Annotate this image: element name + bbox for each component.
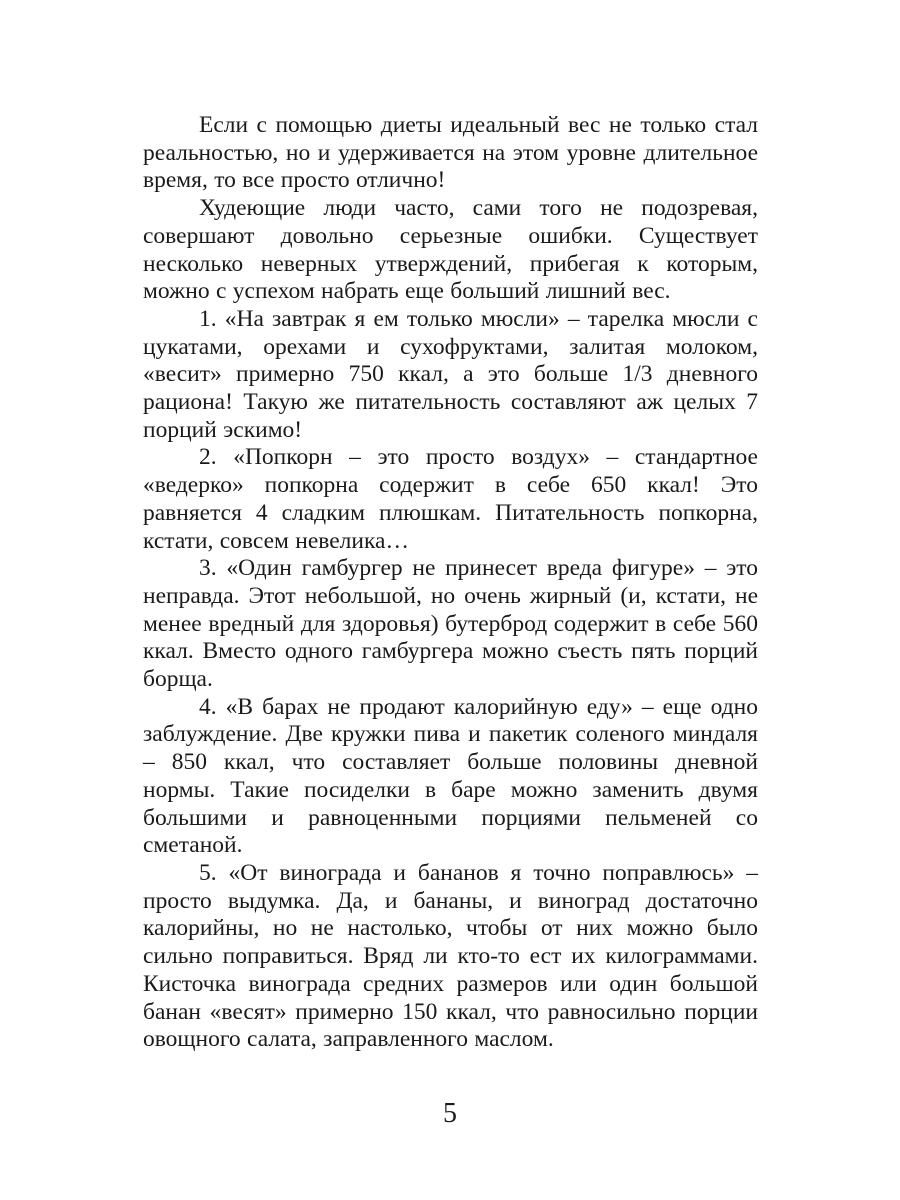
page-number: 5 bbox=[443, 1098, 457, 1129]
paragraph-intro: Если с помощью диеты идеальный вес не только стал реальностью, но и удерживается на этом уровне длительное время, то все просто отлично! bbox=[143, 112, 758, 194]
list-item-bars: 4. «В барах не продают калорийную еду» – еще одно заблуждение. Две кружки пива и пакетик соленого миндаля – 850 ккал, что составляет больше половины дневной нормы. Такие посиделки в баре можно заменить двумя большими и равноценными порциями пельменей со сметаной. bbox=[143, 693, 758, 859]
list-item-popcorn: 2. «Попкорн – это просто воздух» – стандартное «ведерко» попкорна содержит в себе 650 ккал! Это равняется 4 сладким плюшкам. Питательность попкорна, кстати, совсем невелика… bbox=[143, 444, 758, 554]
list-item-grapes-bananas: 5. «От винограда и бананов я точно поправлюсь» – просто выдумка. Да, и бананы, и виноград достаточно калорийны, но не настолько, чтобы от них можно было сильно поправиться. Вряд ли кто-то ест их килограммами. Кисточка винограда средних размеров или один большой банан «весят» примерно 150 ккал, что равносильно порции овощного салата, заправленного маслом. bbox=[143, 859, 758, 1053]
paragraph-mistakes: Худеющие люди часто, сами того не подозревая, совершают довольно серьезные ошибки. Существует несколько неверных утверждений, прибегая к которым, можно с успехом набрать еще больший лишний вес. bbox=[143, 195, 758, 305]
list-item-hamburger: 3. «Один гамбургер не принесет вреда фигуре» – это неправда. Этот небольшой, но очень жирный (и, кстати, не менее вредный для здоровья) бутерброд содержит в себе 560 ккал. Вместо одного гамбургера можно съесть пять порций борща. bbox=[143, 555, 758, 693]
list-item-muesli: 1. «На завтрак я ем только мюсли» – тарелка мюсли с цукатами, орехами и сухофруктами, залитая молоком, «весит» примерно 750 ккал, а это больше 1/3 дневного рациона! Такую же питательность составляют аж целых 7 порций эскимо! bbox=[143, 305, 758, 443]
page-body bbox=[143, 112, 758, 1054]
